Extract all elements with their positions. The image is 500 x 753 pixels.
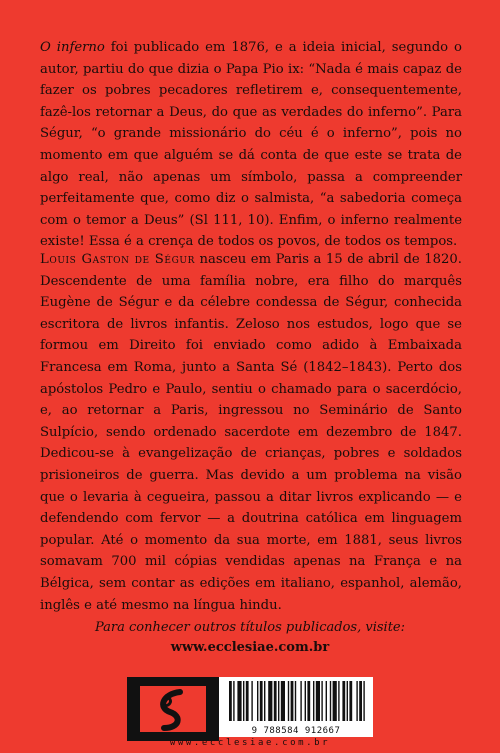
barcode-bar (274, 681, 277, 721)
bio-paragraph (40, 249, 462, 616)
barcode-bar (243, 681, 244, 721)
barcode-bar (229, 681, 232, 721)
barcode-bar (288, 681, 289, 721)
barcode-bar (251, 681, 252, 721)
intro-paragraph (40, 37, 462, 253)
footer-url: www.ecclesiae.com.br (169, 738, 331, 748)
barcode-bar (246, 681, 249, 721)
author-name: Louis Gaston de Ségur (40, 252, 195, 267)
barcode-bar (347, 681, 348, 721)
barcode-bar (316, 681, 320, 721)
website-link[interactable]: www.ecclesiae.com.br (170, 640, 330, 655)
barcode-bar (268, 681, 272, 721)
barcode-bar (313, 681, 314, 721)
barcode-bar (321, 681, 322, 721)
barcode-bar (237, 681, 241, 721)
barcode-bar (326, 681, 327, 721)
barcode-bar (363, 681, 364, 721)
barcode-bar (305, 681, 306, 721)
barcode-bar (333, 681, 337, 721)
barcode-bars (219, 677, 373, 725)
barcode-bar (338, 681, 339, 721)
barcode-bar (307, 681, 310, 721)
barcode-bar (257, 681, 258, 721)
isbn-barcode (219, 677, 373, 737)
barcode-bar (295, 681, 296, 721)
barcode-bar (330, 681, 331, 721)
barcode-bar (356, 681, 357, 721)
barcode-bar (349, 681, 352, 721)
barcode-bar (281, 681, 285, 721)
barcode-bar (291, 681, 294, 721)
intro-text: foi publicado em 1876, e a ideia inicial, segundo o autor, partiu do que dizia o Papa Pio ix: “Nada é mais capaz de fazer os pobres pecadores refletirem e, consequentemente, fazê-los retornar a Deus, do que as verdades do inferno”. Para Ségur, “o grande missionário do céu é o inferno”, pois no momento em que alguém se dá conta de que este se trata de algo real, não apenas um símbolo, passa a compreender perfeitamente que, como diz o salmista, “a sabedoria começa com o temor a Deus” (Sl 111, 10). Enfim, o inferno realmente existe! Essa é a crença de todos os povos, de todos os tempos. (40, 40, 462, 250)
barcode-bar (342, 681, 345, 721)
barcode-bar (359, 681, 362, 721)
bio-text: nasceu em Paris a 15 de abril de 1820. Descendente de uma família nobre, era filho do marquês Eugène de Ségur e da célebre condessa de Ségur, conhecida escritora de livros infantis. Zeloso nos estudos, logo que se formou em Direito foi enviado como adido à Embaixada Francesa em Roma, junto a Santa Sé (1842–1843). Perto dos apóstolos Pedro e Paulo, sentiu o chamado para o sacerdócio, e, ao retornar a Paris, ingressou no Seminário de Santo Sulpício, sendo ordenado sacerdote em dezembro de 1847. Dedicou-se à evangelização de crianças, pobres e soldados prisioneiros de guerra. Mas devido a um problema na visão que o levaria à cegueira, passou a ditar livros explicando — e defendendo com fervor — a doutrina católica em linguagem popular. Até o momento da sua morte, em 1881, seus livros somavam 700 mil cópias vendidas apenas na França e na Bélgica, sem contar as edições em italiano, espanhol, alemão, inglês e até mesmo na língua hindu. (40, 252, 462, 613)
barcode-bar (278, 681, 279, 721)
barcode-bar (264, 681, 265, 721)
cta-text: Para conhecer outros títulos publicados, visite: (95, 620, 405, 635)
book-title: O inferno (40, 40, 105, 55)
publisher-logo (127, 677, 219, 741)
barcode-bar (300, 681, 301, 721)
call-to-action (0, 618, 500, 658)
barcode-bar (260, 681, 263, 721)
barcode-bar (233, 681, 234, 721)
barcode-number: 9 788584 912667 (251, 726, 341, 736)
swirl-icon (140, 686, 206, 732)
publisher-logo-mark (139, 685, 207, 733)
